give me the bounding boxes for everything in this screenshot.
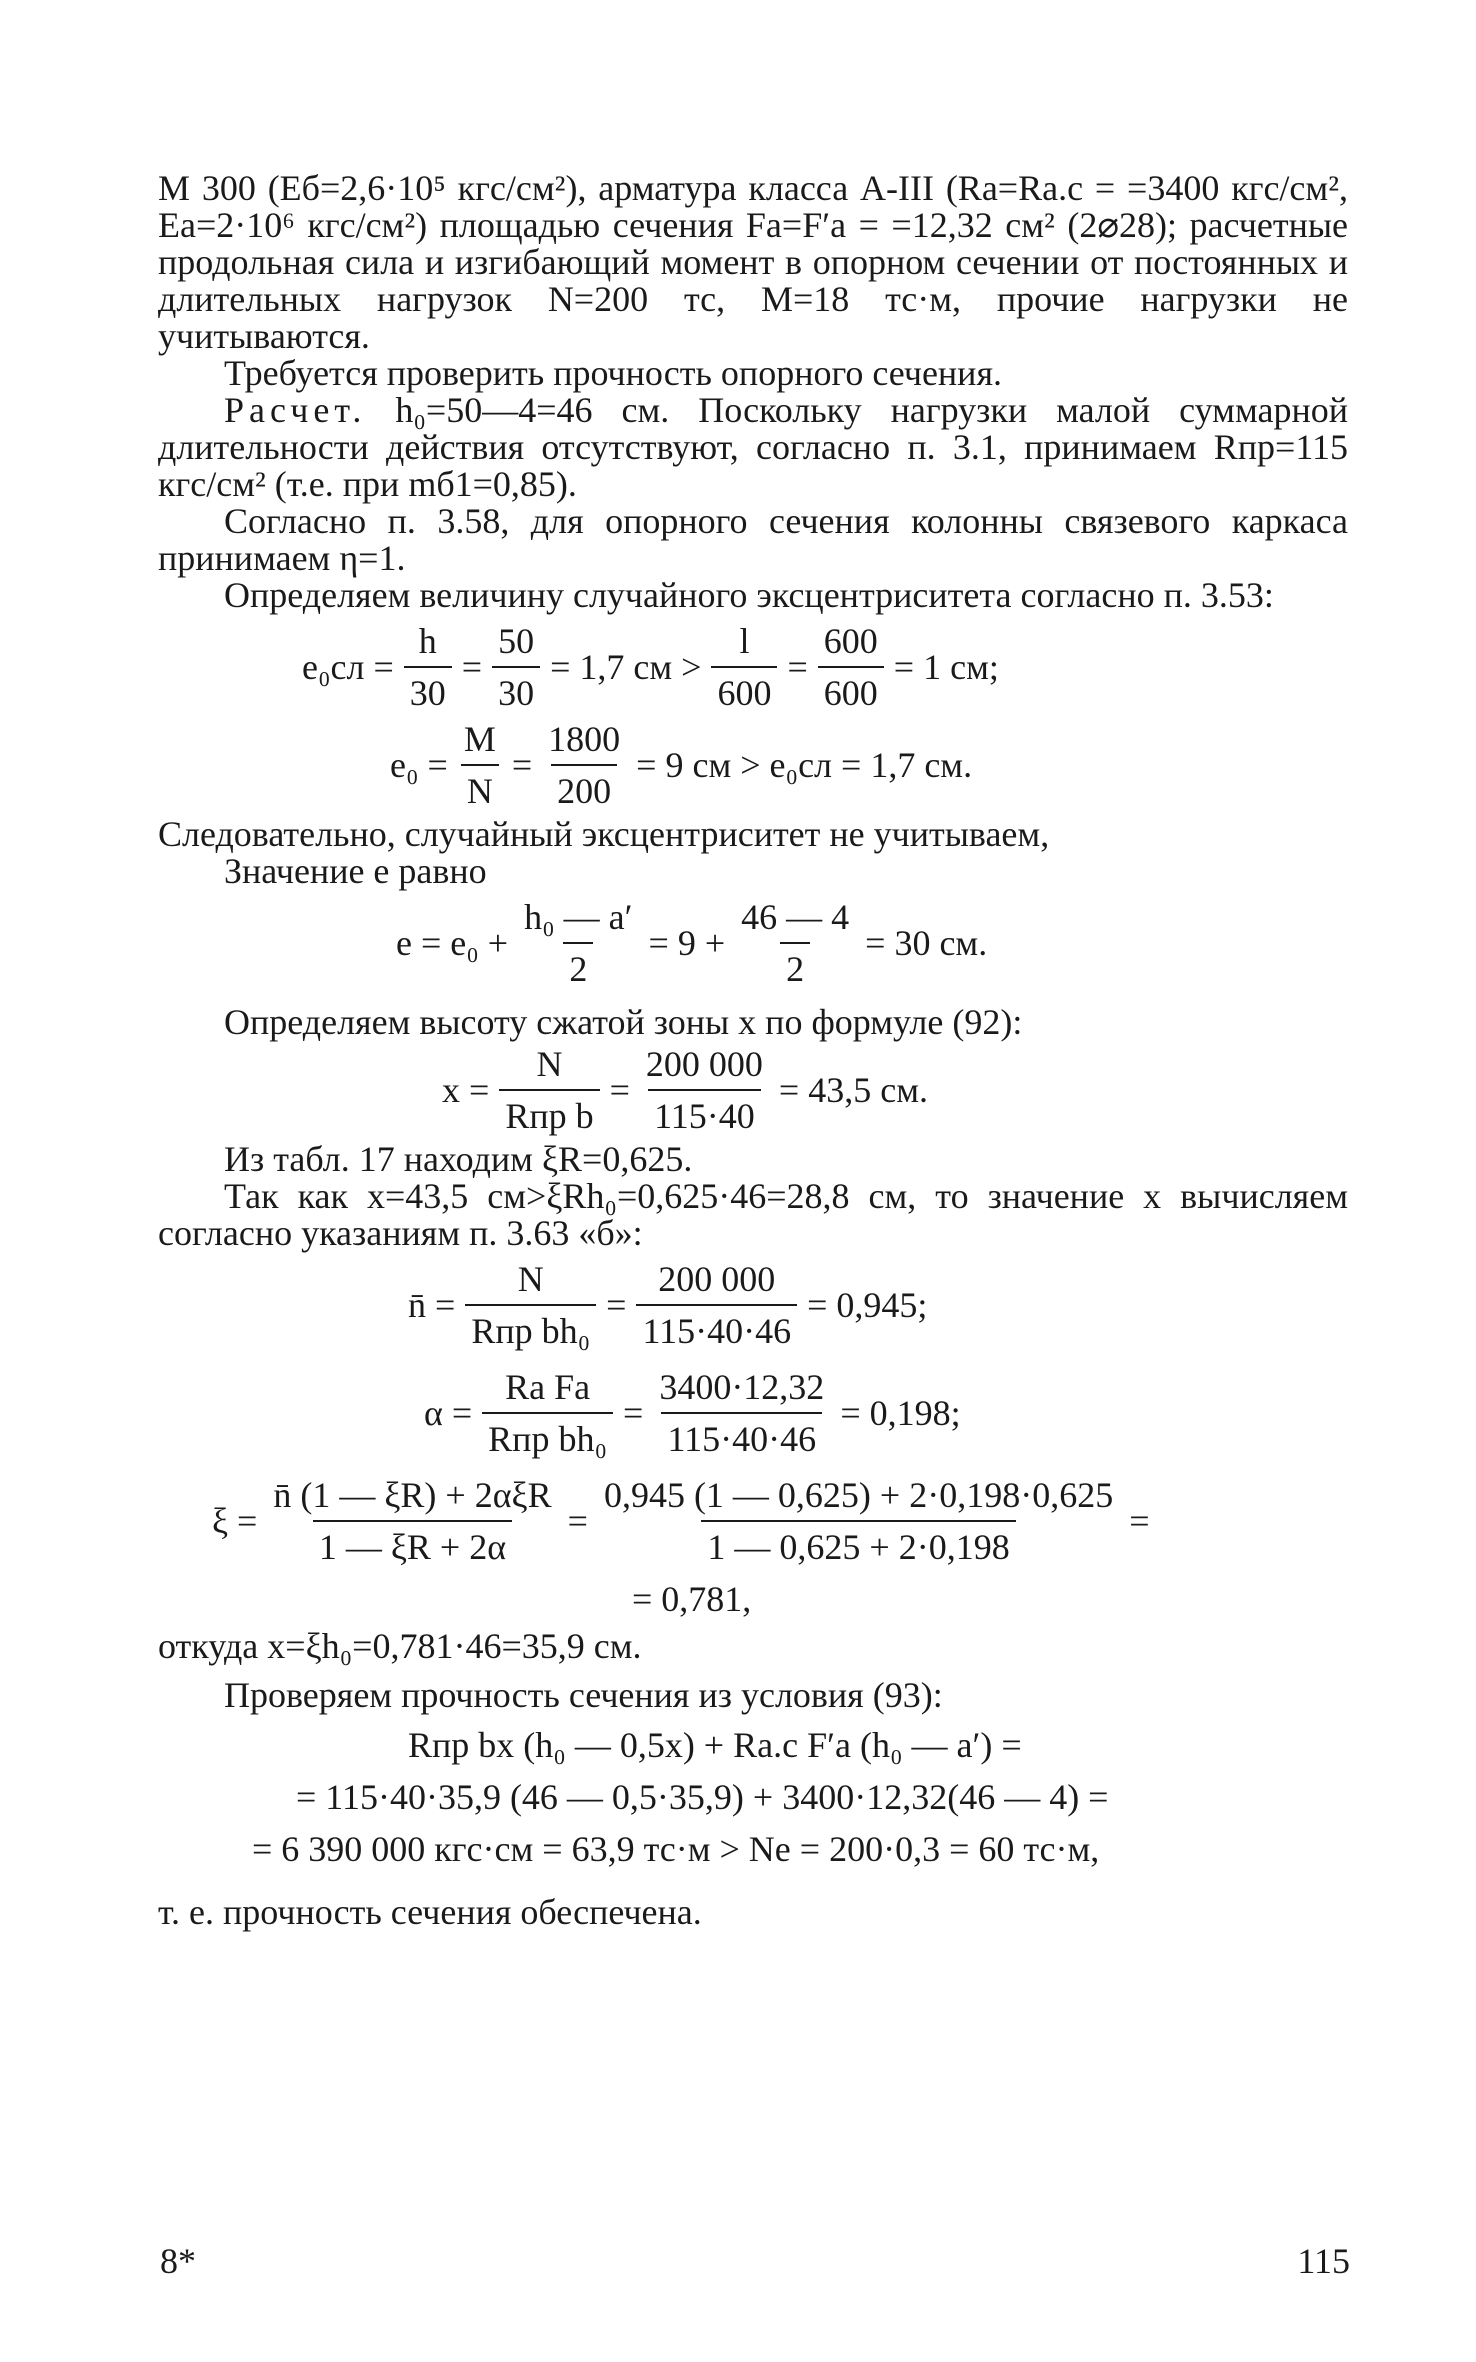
paragraph-materials: М 300 (Eб=2,6·10⁵ кгс/см²), арматура класса А-III (Rа=Rа.с = =3400 кгс/см², Eа=2·10⁶ кгс/см²) площадью сечения Fа=F′а = =12,32 см² (2⌀28); расчетные продольная сила и изгибающий момент в опорном сечении от постоянных и длительных нагрузок N=200 тс, M=18 тс·м, прочие нагрузки не учитываются. xyxy=(158,168,1348,356)
eq5-frac-1: $\frac{N}{\text{Rпр bh₀}}$ xyxy=(465,1258,596,1352)
paragraph-conclusion: т. е. прочность сечения обеспечена. xyxy=(158,1892,702,1932)
eq3-frac-2: $\frac{46 — 4}{2}$ xyxy=(741,897,850,989)
eq7-frac-2: $\frac{0,945 (1 — 0,625) + 2\cdot 0,198\cdot 0,625}{1 — 0,625 + 2\cdot 0,198}$ xyxy=(603,1475,1114,1567)
paragraph-since-x: Так как x=43,5 см>ξRh₀=0,625·46=28,8 см, то значение x вычисляем согласно указаниям п. 3.63 «б»: xyxy=(158,1176,1348,1253)
equation-xi: ξ = $\frac{\text{n̄ (1 — ξR) + 2αξR}}{1 — \xi R + 2\alpha}$ = $\frac{0,945 (1 — 0,625) + 2\cdot 0,198\cdot 0,625}{1 — 0,625 + 2\cdot 0,198}$ = = 0,781, xyxy=(212,1475,1150,1619)
paragraph-value-e: Значение e равно xyxy=(224,851,487,891)
eq5-frac-2: $\frac{200 000}{115\cdot 40\cdot 46}$ xyxy=(636,1258,797,1352)
eq6-frac-1: $\frac{\text{Rа Fа}}{\text{Rпр bh₀}}$ xyxy=(482,1366,613,1460)
equation-x: x = $\frac{N}{\text{Rпр b}}$ = $\frac{200 000}{115\cdot 40}$ = 43,5 см. xyxy=(442,1044,928,1136)
paragraph-calculation xyxy=(158,392,1348,503)
paragraph-task: Требуется проверить прочность опорного сечения. xyxy=(224,353,1003,393)
eq4-frac-2: $\frac{200 000}{115\cdot 40}$ xyxy=(645,1044,763,1136)
equation-alpha: α = $\frac{\text{Rа Fа}}{\text{Rпр bh₀}}$ = $\frac{3400\cdot 12,32}{115\cdot 40\cdot 46}$ = 0,198; xyxy=(424,1367,961,1459)
eq2-frac-2: $\frac{1800}{200}$ xyxy=(548,719,621,811)
eq8-line-1: Rпр bx (h₀ — 0,5x) + Rа.с F′а (h₀ — a′) = xyxy=(408,1725,1022,1765)
paragraph-eta: Согласно п. 3.58, для опорного сечения колонны связевого каркаса принимаем η=1. xyxy=(158,501,1348,578)
equation-random-eccentricity: e₀сл = $\frac{h}{30}$ = $\frac{50}{30}$ = 1,7 см > $\frac{l}{600}$ = $\frac{600}{600}$ = 1 см; xyxy=(298,620,1348,714)
eq1-frac-4: $\frac{600}{600}$ xyxy=(818,620,884,714)
equation-n-bar: n̄ = $\frac{N}{\text{Rпр bh₀}}$ = $\frac{200 000}{115\cdot 40\cdot 46}$ = 0,945; xyxy=(408,1259,928,1351)
signature-mark: 8* xyxy=(160,2241,196,2281)
eq7-result: = 0,781, xyxy=(632,1579,752,1619)
eq1-frac-2: $\frac{50}{30}$ xyxy=(492,620,540,714)
equation-e: e = e₀ + $\frac{\text{h₀ — a′}}{2}$ = 9 + $\frac{46 — 4}{2}$ = 30 см. xyxy=(396,897,988,989)
equation-e0: e₀ = $\frac{M}{N}$ = $\frac{1800}{200}$ = 9 см > e₀сл = 1,7 см. xyxy=(390,719,973,811)
calculation-text: h₀=50—4=46 см. Поскольку нагрузки малой суммарной длительности действия отсутствуют, согласно п. 3.1, принимаем Rпр=115 кгс/см² (т.е. при mб1=0,85). xyxy=(158,390,1348,504)
equation-strength xyxy=(158,1724,1348,1870)
paragraph-whence-x: откуда x=ξh₀=0,781·46=35,9 см. xyxy=(158,1626,642,1666)
paragraph-compression-zone: Определяем высоту сжатой зоны x по формуле (92): xyxy=(224,1002,1023,1042)
eq4-frac-1: $\frac{N}{\text{Rпр b}}$ xyxy=(499,1043,599,1137)
eq3-frac-1: $\frac{\text{h₀ — a′}}{2}$ xyxy=(524,897,633,989)
eq6-frac-2: $\frac{3400\cdot 12,32}{115\cdot 40\cdot 46}$ xyxy=(659,1367,825,1459)
eq7-frac-1: $\frac{\text{n̄ (1 — ξR) + 2αξR}}{1 — \xi R + 2\alpha}$ xyxy=(273,1475,552,1567)
eq8-line-3: = 6 390 000 кгс·см = 63,9 тс·м > Ne = 200·0,3 = 60 тс·м, xyxy=(252,1829,1100,1869)
page-number: 115 xyxy=(1297,2241,1350,2281)
paragraph-check-strength: Проверяем прочность сечения из условия (93): xyxy=(224,1675,943,1715)
eq1-frac-3: $\frac{l}{600}$ xyxy=(711,620,777,714)
calculation-label: Расчет. xyxy=(224,390,367,430)
eq1-frac-1: $\frac{h}{30}$ xyxy=(404,620,452,714)
eq2-frac-1: $\frac{M}{N}$ xyxy=(458,718,502,812)
paragraph-table-17: Из табл. 17 находим ξR=0,625. xyxy=(224,1139,693,1179)
page-content xyxy=(158,170,1348,1931)
paragraph-therefore: Следовательно, случайный эксцентриситет не учитываем, xyxy=(158,814,1050,854)
eq8-line-2: = 115·40·35,9 (46 — 0,5·35,9) + 3400·12,32(46 — 4) = xyxy=(296,1777,1109,1817)
paragraph-eccentricity: Определяем величину случайного эксцентриситета согласно п. 3.53: xyxy=(224,575,1274,615)
eq1-lhs: e₀сл = xyxy=(302,647,394,687)
